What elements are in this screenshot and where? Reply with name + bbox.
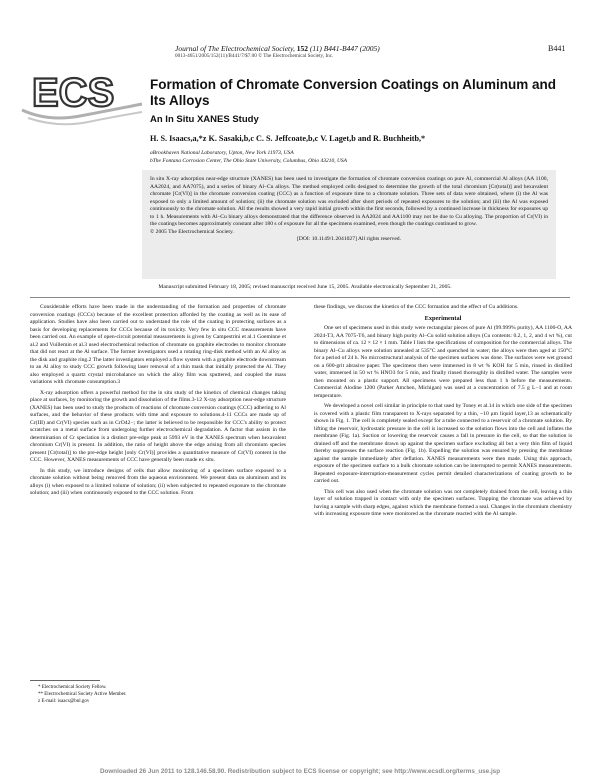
affiliation-a: aBrookhaven National Laboratory, Upton, New York 11973, USA bbox=[150, 150, 294, 156]
ecs-logo-text: ECS bbox=[32, 71, 115, 115]
affiliation-b: bThe Fontana Corrosion Center, The Ohio State University, Columbus, Ohio 43210, USA bbox=[150, 158, 348, 164]
paragraph: X-ray adsorption offers a powerful method for the in situ study of the kinetics of chemical changes taking place at surfaces, by monitoring the growth and dissolution of the films.3-12 X-ray adsorption near-edge structure (XANES) has been used to study the products of reactions of chromate conversion coatings (CCC) adhering to Al surfaces, and the behavior of these products with time and exposure to solutions.4-11 CCCs are made up of Cr(III) and Cr(VI) species such as in CrO42−; the latter is believed to be responsible for CCC's ability to protect scratches on a metal surface from undergoing further electrochemical degradation. A factor that assists in the determination of Cr speciation is a distinct pre-edge peak at 5993 eV in the XANES spectrum when hexavalent chromium Cr(VI) is present. In addition, the ratio of height above the edge arising from all chromium species present [Cr(total)] to the pre-edge height [only Cr(VI)] provides a quantitative measure of Cr(VI) content in the CCC. However, XANES measurements of CCC have generally been made ex situ. bbox=[30, 389, 286, 463]
section-divider bbox=[30, 297, 570, 298]
body-column-right bbox=[314, 304, 572, 522]
body-column-left bbox=[30, 304, 286, 501]
doi-line: 0013-4651/2005/152(11)/B441/7/$7.00 © The Electrochemical Society, Inc. bbox=[175, 53, 334, 59]
paragraph: Considerable efforts have been made in the understanding of the formation and properties of chromate conversion coatings (CCCs) because of the excellent protection afforded by the coating as well as its ease of application. Studies have also been carried out to understand the role of the coating in protecting surfaces as a basis for developing replacements for CCCs because of its toxicity. Very few in situ CCC measurements have been carried out. An example of open-circuit potential measurements is given by Campestrini et al.1 Goeminne et al.2 and Vuillemin et al.3 used electrochemical reduction of chromate on graphite electrodes to monitor chromate that did not react at the Al surface. The former investigators used a rotating ring-disk method with an Al alloy as the disk and graphite ring.2 The latter investigators employed a flow system with a graphite electrode downstream to an Al alloy to study CCC growth following laser removal of a thin mask that initially protected the Al. They also employed a quartz crystal microbalance on which the alloy film was sputtered, and coupled the mass variations with chromate consumption.3 bbox=[30, 304, 286, 385]
paragraph: One set of specimens used in this study were rectangular pieces of pure Al (99.999% purity), AA 1100-O, AA 2024-T3, AA 7075-T6, and binary high purity Al–Cu solid solution alloys (Cu contents: 0.2, 1, 2, and 4 wt %), cut to dimensions of ca. 12 × 12 × 1 mm. Table I lists the specifications of composition for the commercial alloys. The binary Al–Cu alloys were solution annealed at 535°C and quenched in water; the alloys were then aged at 150°C for a period of 24 h. No microstructural analysis of the specimen surfaces was done. The surfaces were wet ground on a 600-grit abrasive paper. The specimens then were immersed in 8 wt % KOH for 5 min, rinsed in distilled water, immersed in 50 wt % HNO3 for 5 min, and finally rinsed thoroughly in distilled water. The samples were then mounted on a plastic support. All specimens were prepared less than 1 h before the measurements. Commercial Alodine 1200 (Parker Amchen, Michigan) was used at a concentration of 7.5 g L−1 and at room temperature. bbox=[314, 325, 572, 399]
paragraph: In this study, we introduce designs of cells that allow monitoring of a specimen surface exposed to a chromate solution without being removed from the aqueous environment. We present data on aluminum and its alloys (i) when exposed to a limited volume of solution; (ii) when subjected to repeated exposure to the chromate solution; and (iii) when continuously exposed to the CCC solution. From bbox=[30, 467, 286, 496]
journal-issue-pages: (11) B441-B447 (2005) bbox=[309, 44, 380, 53]
abstract-text: In situ X-ray adsorption near-edge structure (XANES) has been used to investigate the formation of chromate conversion coatings on pure Al, commercial Al alloys (AA 1100, AA2024, and AA7075), and a series of binary Al–Cu alloys. The method employed cells designed to determine the growth of the total chromium [Cr(total)] and hexavalent chromate [Cr(VI)] in the chromate conversion coating (CCC) as a function of exposure time to a chromate solution. Three sets of data were obtained, where (i) the Al was exposed to only a limited amount of solution; (ii) the chromate solution was excluded after short periods of repeated exposures to the solution; and (iii) the Al was exposed continuously to the chromate solution. All the results showed a very rapid initial growth within the first seconds, followed by a continued increase in thickness for exposures up to 1 h. Measurements with Al–Cu binary alloys demonstrated that the difference observed in AA2024 and AA1100 may not be due to Cu alloying. The proportion of Cr(VI) in the coatings becomes approximately constant after 180 s of exposure for all the specimens examined, even though the coatings continued to grow. bbox=[150, 176, 548, 227]
page-code: B441 bbox=[548, 44, 566, 53]
abstract bbox=[150, 176, 548, 244]
journal-volume: 152 bbox=[296, 44, 309, 53]
download-notice: Downloaded 26 Jun 2011 to 128.146.58.90. Redistribution subject to ECS license or copyright; see http://www.ecsdl.org/terms_use.jsp bbox=[99, 768, 501, 775]
article-title: Formation of Chromate Conversion Coatings on Aluminum and Its Alloys bbox=[150, 77, 557, 108]
journal-name: Journal of The Electrochemical Society bbox=[175, 44, 294, 53]
footnote-divider bbox=[30, 680, 100, 681]
author-list: H. S. Isaacs,a,*z K. Sasaki,b,c C. S. Jeffcoate,b,c V. Laget,b and R. Buchheitb,* bbox=[150, 134, 426, 143]
abstract-copyright: © 2005 The Electrochemical Society. bbox=[150, 228, 234, 235]
affiliations bbox=[150, 149, 580, 165]
abstract-doi: [DOI: 10.1149/1.2041027] All rights reserved. bbox=[296, 236, 402, 242]
ecs-logo bbox=[18, 58, 146, 132]
footnote: ** Electrochemical Society Active Member. bbox=[38, 692, 127, 697]
article-subtitle: An In Situ XANES Study bbox=[150, 114, 259, 125]
journal-citation: Journal of The Electrochemical Society, 152 (11) B441-B447 (2005) bbox=[175, 44, 380, 53]
paragraph: We developed a novel cell similar in principle to that used by Toney et al.14 in which one side of the specimen is covered with a plastic film transparent to X-rays separated by a thin, ~10 μm liquid layer,13 as schematically shown in Fig. 1. The cell is completely sealed except for a tube connected to a reservoir of a chromate solution. By lifting the reservoir, hydrostatic pressure in the cell is increased so the solution flows into the cell and inflates the membrane (Fig. 1a). Suction or lowering the reservoir causes a fall in pressure in the cell, so that the solution is drained off and the membrane drawn up against the specimen surface excluding all but a very thin film of liquid thereby suppresses the surface reaction (Fig. 1b). Expelling the solution was ensured by pressing the membrane against the sample immediately after deflation. XANES measurements were then made. Using this approach, exposure of the specimen surface to a bulk chromate solution can be interrupted to permit XANES measurements. Repeated exposure-interruption-measurement cycles permit detailed characterizations of coating growth to be carried out. bbox=[314, 403, 572, 484]
paragraph: This cell was also used when the chromate solution was not completely drained from the cell, leaving a thin layer of solution trapped in contact with only the specimen surfaces. Trapping the chromate was achieved by having a sample with sharp edges, against which the membrane formed a seal. Changes in the chromium chemistry with increasing exposure time were monitored as the chromate reacted with the Al sample. bbox=[314, 488, 572, 517]
section-heading-experimental: Experimental bbox=[424, 314, 462, 322]
footnote: * Electrochemical Society Fellow. bbox=[38, 685, 107, 690]
footnote: z E-mail: isaacs@bnl.gov bbox=[38, 699, 90, 704]
manuscript-dates: Manuscript submitted February 18, 2005; revised manuscript received June 15, 2005. Available electronically September 21, 2005. bbox=[158, 284, 452, 290]
paragraph: these findings, we discuss the kinetics of the CCC formation and the effect of Cu additions. bbox=[314, 304, 519, 310]
